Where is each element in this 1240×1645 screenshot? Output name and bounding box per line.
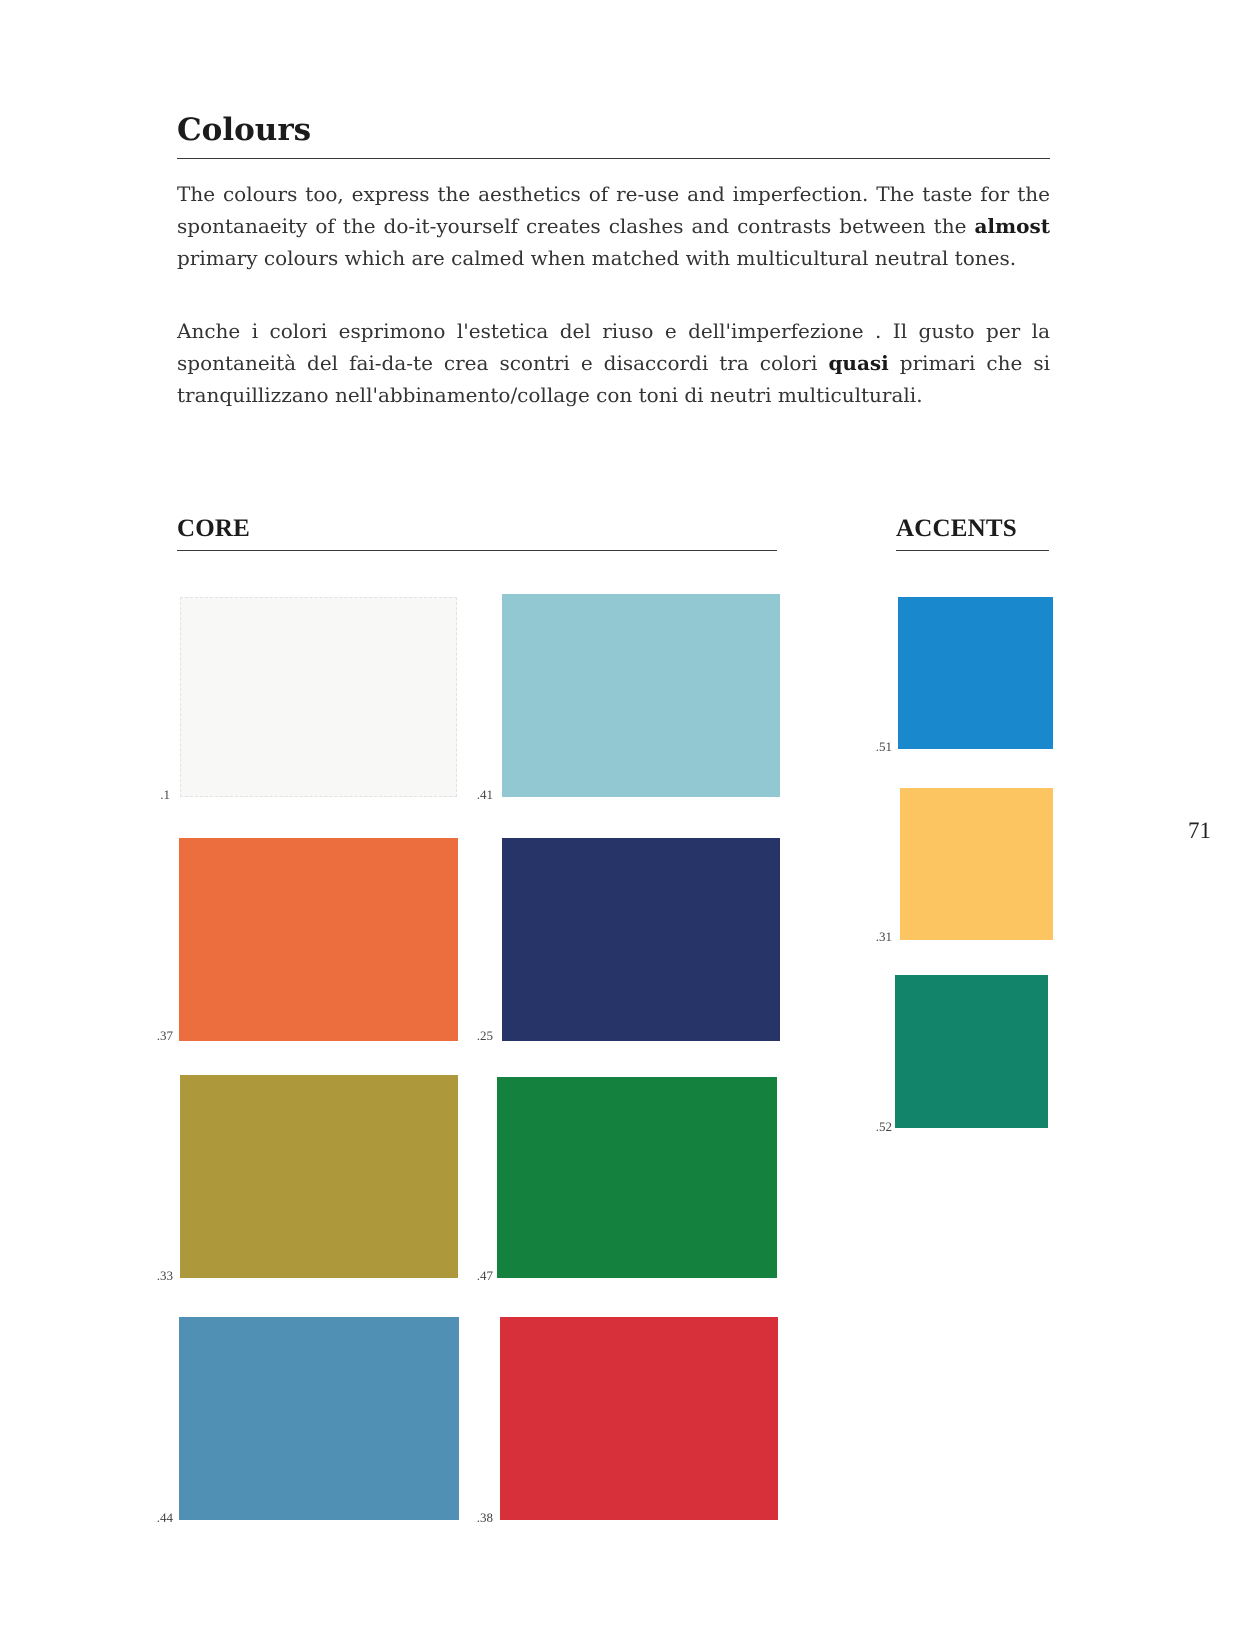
accent-swatch-52 [895,975,1048,1128]
paragraph-english-text-start: The colours too, express the aesthetics of re-use and imperfection. The taste for the spontanaeity of the do-it-yourself creates clashes and contrasts between the [177,182,1050,238]
core-swatch-25 [502,838,780,1041]
paragraph-italian-text-end: primari che si tranquillizzano nell'abbinamento/collage con toni di neutri multiculturali. [177,351,1050,407]
core-swatch-1 [180,597,457,797]
paragraph-english [177,178,1050,274]
core-swatch-37 [179,838,458,1041]
core-swatch-code: .41 [476,787,493,802]
core-swatch-code: .47 [476,1268,493,1283]
accent-swatch-code: .31 [875,929,892,944]
accent-swatch-code: .51 [875,739,892,754]
core-swatch-33 [180,1075,458,1278]
accent-swatch-31 [900,788,1053,940]
core-swatch-47 [497,1077,777,1278]
core-heading: CORE [177,515,251,542]
core-swatch-code: .44 [156,1510,173,1525]
core-swatch-code: .38 [476,1510,493,1525]
accent-swatch-51 [898,597,1053,749]
page-title: Colours [177,112,312,148]
core-swatch-code: .1 [160,787,170,802]
core-swatch-code: .25 [476,1028,493,1043]
core-swatch-code: .33 [156,1268,173,1283]
paragraph-english-bold: almost [974,214,1050,238]
core-swatch-44 [179,1317,459,1520]
paragraph-italian-text-start: Anche i colori esprimono l'estetica del riuso e dell'imperfezione . Il gusto per la spontaneità del fai-da-te crea scontri e disaccordi tra colori [177,319,1050,375]
core-swatch-38 [500,1317,778,1520]
accents-rule [896,550,1049,551]
core-swatch-code: .37 [156,1028,173,1043]
page-number: 71 [1188,818,1211,843]
paragraph-english-text-end: primary colours which are calmed when matched with multicultural neutral tones. [177,246,1017,270]
title-rule [177,158,1050,159]
accent-swatch-code: .52 [875,1119,892,1134]
paragraph-italian [177,315,1050,411]
core-swatch-41 [502,594,780,797]
core-rule [177,550,777,551]
paragraph-italian-bold: quasi [828,351,889,375]
accents-heading: ACCENTS [896,515,1017,542]
